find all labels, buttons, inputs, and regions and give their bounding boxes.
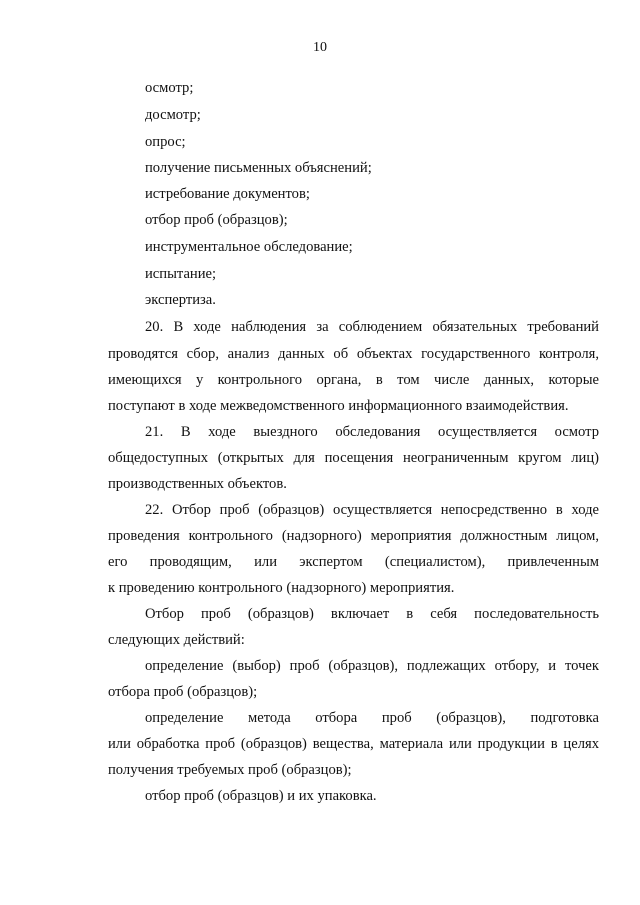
paragraph-line: отбор проб (образцов) и их упаковка.: [145, 788, 377, 804]
page-number: 10: [313, 40, 327, 55]
paragraph-line: его проводящим, или экспертом (специалистом), привлеченным: [108, 554, 599, 570]
paragraph-line: проводятся сбор, анализ данных об объектах государственного контроля,: [108, 346, 599, 362]
paragraph-line: 22. Отбор проб (образцов) осуществляется непосредственно в ходе: [145, 502, 599, 518]
paragraph-line: имеющихся у контрольного органа, в том числе данных, которые: [108, 372, 599, 388]
paragraph-line: Отбор проб (образцов) включает в себя последовательность: [145, 606, 599, 622]
paragraph-line: получения требуемых проб (образцов);: [108, 762, 352, 778]
paragraph-line: или обработка проб (образцов) вещества, материала или продукции в целях: [108, 736, 599, 752]
paragraph-line: поступают в ходе межведомственного информационного взаимодействия.: [108, 398, 569, 414]
paragraph-line: общедоступных (открытых для посещения неограниченным кругом лиц): [108, 450, 599, 466]
list-item-inspection: осмотр;: [145, 80, 194, 96]
list-item-search: досмотр;: [145, 107, 201, 123]
paragraph-line: определение метода отбора проб (образцов), подготовка: [145, 710, 599, 726]
list-item-expertise: экспертиза.: [145, 292, 216, 308]
paragraph-line: к проведению контрольного (надзорного) мероприятия.: [108, 580, 455, 596]
paragraph-line: проведения контрольного (надзорного) мероприятия должностным лицом,: [108, 528, 599, 544]
list-item-request-documents: истребование документов;: [145, 186, 310, 202]
paragraph-line: 21. В ходе выездного обследования осуществляется осмотр: [145, 424, 599, 440]
paragraph-line: производственных объектов.: [108, 476, 287, 492]
list-item-survey: опрос;: [145, 134, 186, 150]
paragraph-line: следующих действий:: [108, 632, 245, 648]
paragraph-line: отбора проб (образцов);: [108, 684, 258, 700]
paragraph-line: определение (выбор) проб (образцов), подлежащих отбору, и точек: [145, 658, 599, 674]
list-item-written-explanations: получение письменных объяснений;: [145, 160, 372, 176]
list-item-sampling: отбор проб (образцов);: [145, 212, 288, 228]
list-item-instrumental-examination: инструментальное обследование;: [145, 239, 353, 255]
paragraph-line: 20. В ходе наблюдения за соблюдением обязательных требований: [145, 319, 599, 335]
list-item-testing: испытание;: [145, 266, 217, 282]
